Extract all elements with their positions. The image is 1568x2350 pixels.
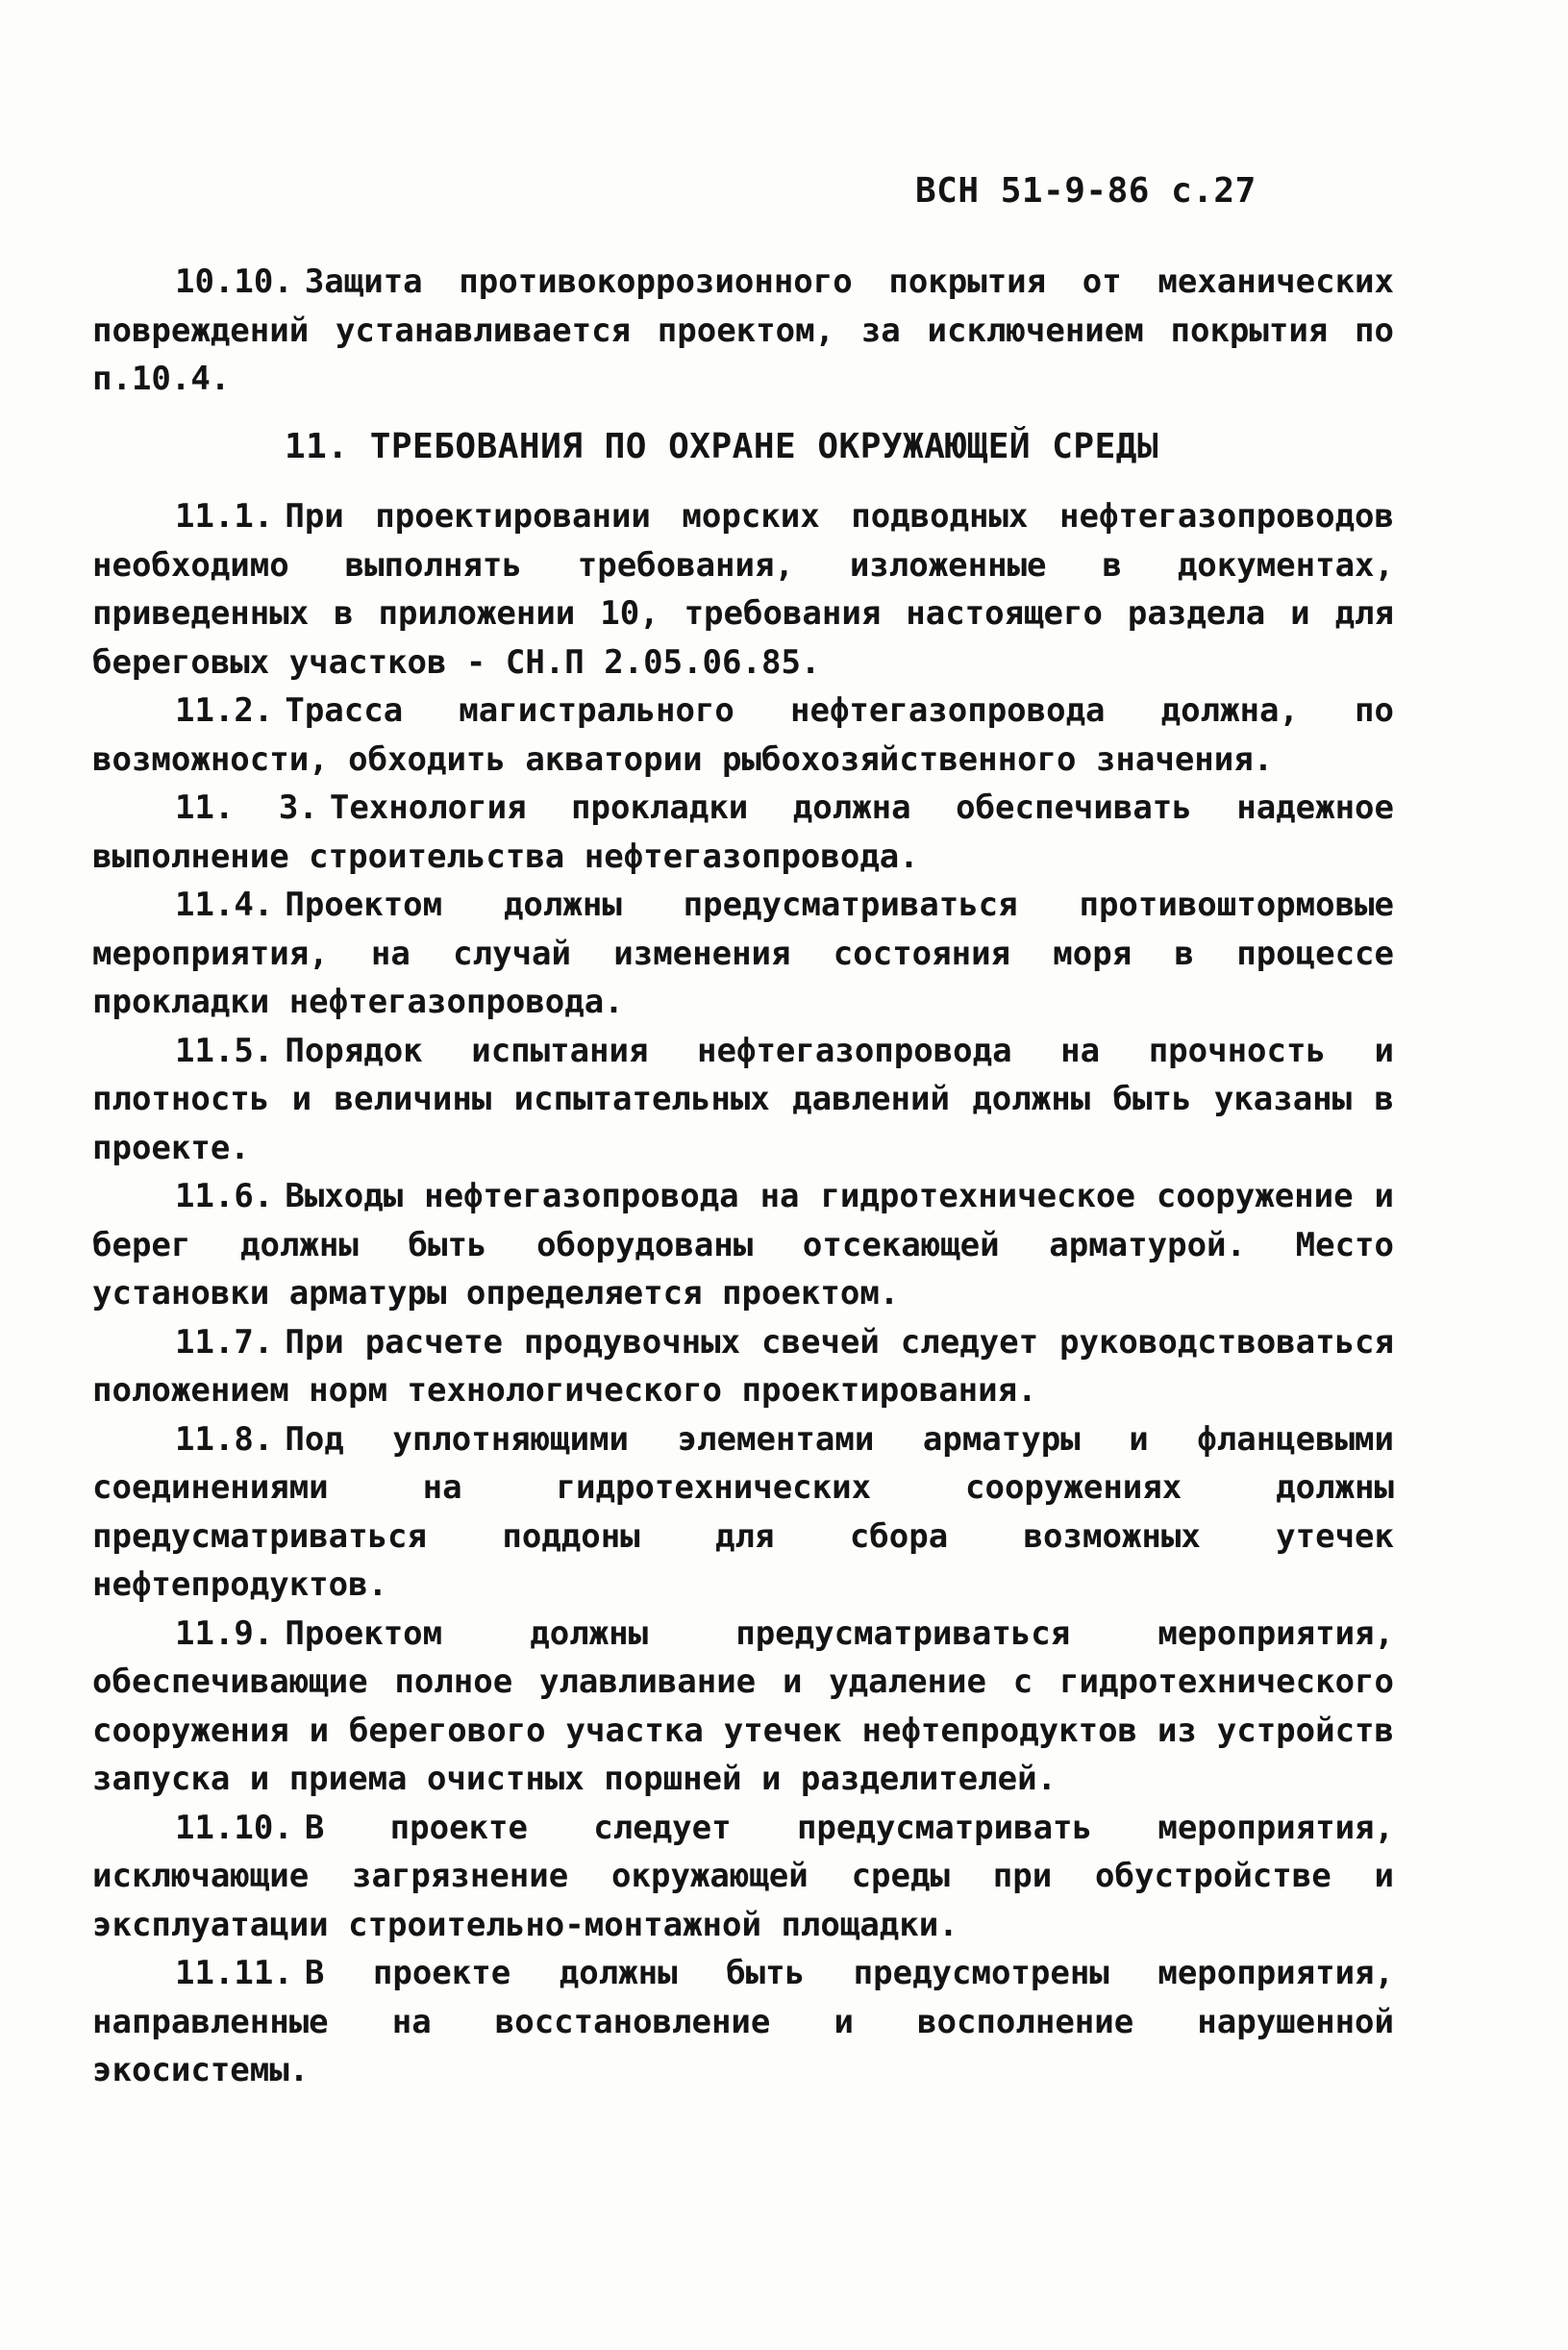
clause-11-7 bbox=[92, 1318, 1394, 1415]
page-header-doc-ref: ВСН 51-9-86 с.27 bbox=[915, 171, 1257, 211]
clause-11-3 bbox=[92, 784, 1394, 881]
clause-number: 11.9. bbox=[175, 1613, 274, 1653]
clause-11-5 bbox=[92, 1027, 1394, 1173]
clause-number: 11.7. bbox=[175, 1322, 274, 1362]
clause-number: 11. 3. bbox=[175, 788, 318, 827]
clause-11-1 bbox=[92, 492, 1394, 687]
clause-number: 11.6. bbox=[175, 1177, 274, 1215]
clause-text: Защита противокоррозионного покрытия от механических повреждений устанавливается проектом, за исключением покрытия по п.10.4. bbox=[92, 262, 1394, 398]
clause-text: Проектом должны предусматриваться мероприятия, обеспечивающие полное улавливание и удаление с гидротехнического сооружения и берегового участка утечек нефтепродуктов из устройств запуска и приема очистных поршней и разделителей. bbox=[92, 1613, 1394, 1798]
clause-11-4 bbox=[92, 881, 1394, 1027]
clause-text: При расчете продувочных свечей следует руководствоваться положением норм технологического проектирования. bbox=[92, 1322, 1394, 1410]
clause-text: Проектом должны предусматриваться противоштормовые мероприятия, на случай изменения состояния моря в процессе прокладки нефтегазопровода. bbox=[92, 886, 1394, 1021]
clause-number: 11.1. bbox=[175, 497, 274, 536]
clause-text: В проекте должны быть предусмотрены мероприятия, направленные на восстановление и восполнение нарушенной экосистемы. bbox=[92, 1954, 1394, 2089]
clause-number: 11.8. bbox=[175, 1419, 274, 1459]
clause-text: Порядок испытания нефтегазопровода на прочность и плотность и величины испытательных давлений должны быть указаны в проекте. bbox=[92, 1031, 1394, 1167]
clause-number: 11.2. bbox=[175, 691, 274, 730]
clause-11-6 bbox=[92, 1172, 1394, 1318]
clause-number: 11.11. bbox=[175, 1954, 293, 1992]
section-title: 11. ТРЕБОВАНИЯ ПО ОХРАНЕ ОКРУЖАЮЩЕЙ СРЕДЫ bbox=[285, 426, 1159, 466]
clause-11-2 bbox=[92, 687, 1394, 784]
clause-number: 11.5. bbox=[175, 1031, 274, 1070]
document-body bbox=[92, 258, 1394, 2095]
clause-11-10 bbox=[92, 1804, 1394, 1950]
clause-number: 10.10. bbox=[175, 262, 293, 301]
clause-text: Трасса магистрального нефтегазопровода должна, по возможности, обходить акватории рыбохозяйственного значения. bbox=[92, 691, 1394, 779]
clause-text: В проекте следует предусматривать мероприятия, исключающие загрязнение окружающей среды при обустройстве и эксплуатации строительно-монтажной площадки. bbox=[92, 1808, 1394, 1944]
clause-11-11 bbox=[92, 1949, 1394, 2095]
clause-text: При проектировании морских подводных нефтегазопроводов необходимо выполнять требования, изложенные в документах, приведенных в приложении 10, требования настоящего раздела и для береговых участков - СН.П 2.05.06.85. bbox=[92, 497, 1394, 682]
clause-text: Технология прокладки должна обеспечивать надежное выполнение строительства нефтегазопровода. bbox=[92, 788, 1394, 876]
clause-number: 11.10. bbox=[175, 1808, 293, 1847]
clause-text: Выходы нефтегазопровода на гидротехническое сооружение и берег должны быть оборудованы отсекающей арматурой. Место установки арматуры определяется проектом. bbox=[92, 1177, 1394, 1312]
clause-11-8 bbox=[92, 1415, 1394, 1610]
clause-text: Под уплотняющими элементами арматуры и фланцевыми соединениями на гидротехнических сооружениях должны предусматриваться поддоны для сбора возможных утечек нефтепродуктов. bbox=[92, 1419, 1394, 1604]
clause-10-10 bbox=[92, 258, 1394, 404]
clause-number: 11.4. bbox=[175, 886, 274, 924]
clause-11-9 bbox=[92, 1610, 1394, 1804]
